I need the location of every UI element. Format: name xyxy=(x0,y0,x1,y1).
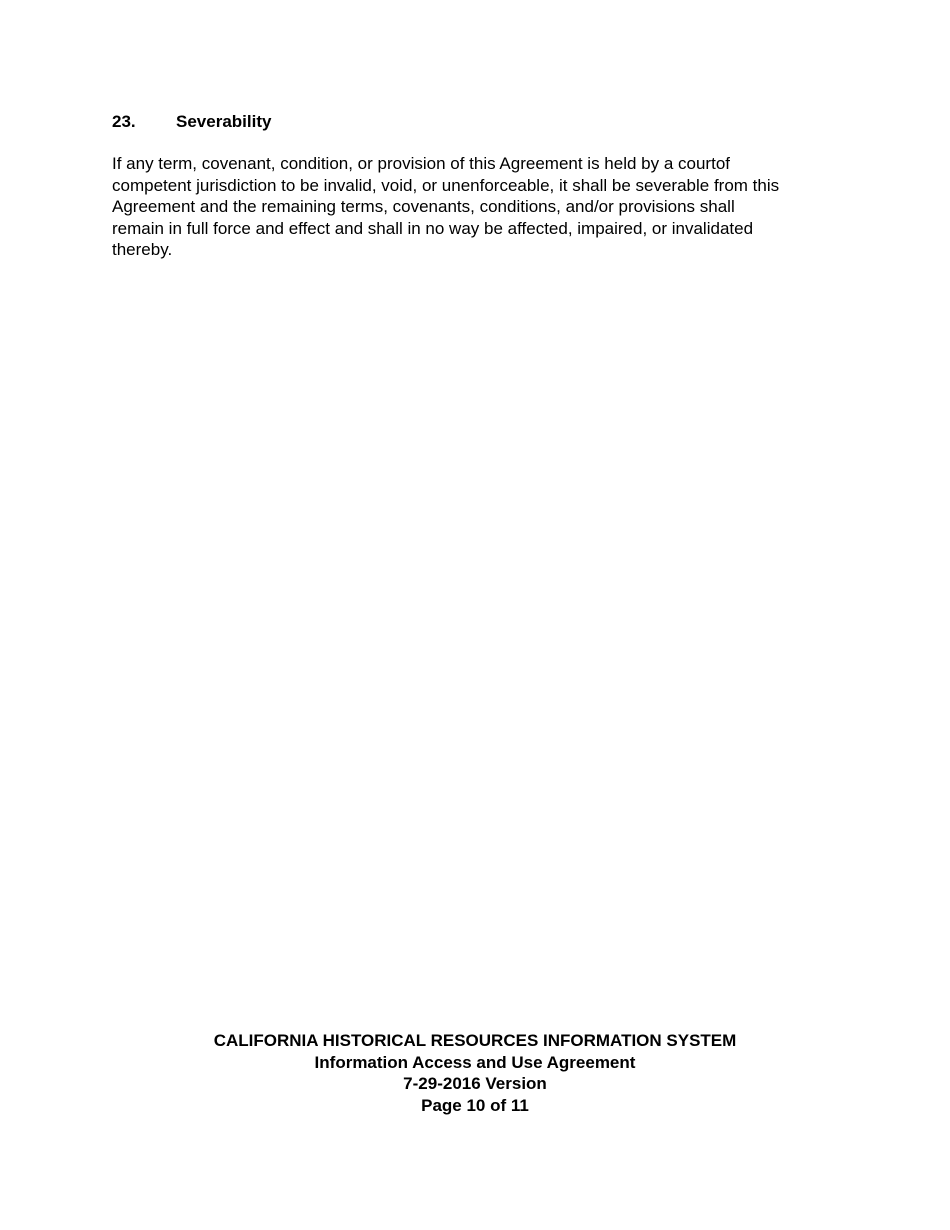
section-heading xyxy=(112,111,847,133)
body-line: If any term, covenant, condition, or provision of this Agreement is held by a courtof xyxy=(112,154,730,173)
body-line: Agreement and the remaining terms, covenants, conditions, and/or provisions shall xyxy=(112,197,735,216)
section-body xyxy=(112,153,847,261)
body-line: competent jurisdiction to be invalid, void, or unenforceable, it shall be severable from this xyxy=(112,175,780,195)
section-number: 23. xyxy=(112,112,136,131)
body-line: thereby. xyxy=(112,240,173,259)
footer-page-number: Page 10 of 11 xyxy=(421,1095,529,1115)
footer-organization: CALIFORNIA HISTORICAL RESOURCES INFORMATION SYSTEM xyxy=(213,1031,737,1050)
page-footer xyxy=(0,1030,950,1116)
section-severability xyxy=(112,111,847,261)
footer-version: 7-29-2016 Version xyxy=(403,1074,547,1093)
body-line: remain in full force and effect and shall in no way be affected, impaired, or invalidated xyxy=(112,218,754,238)
footer-document-title: Information Access and Use Agreement xyxy=(314,1052,636,1072)
section-title: Severability xyxy=(176,112,272,131)
